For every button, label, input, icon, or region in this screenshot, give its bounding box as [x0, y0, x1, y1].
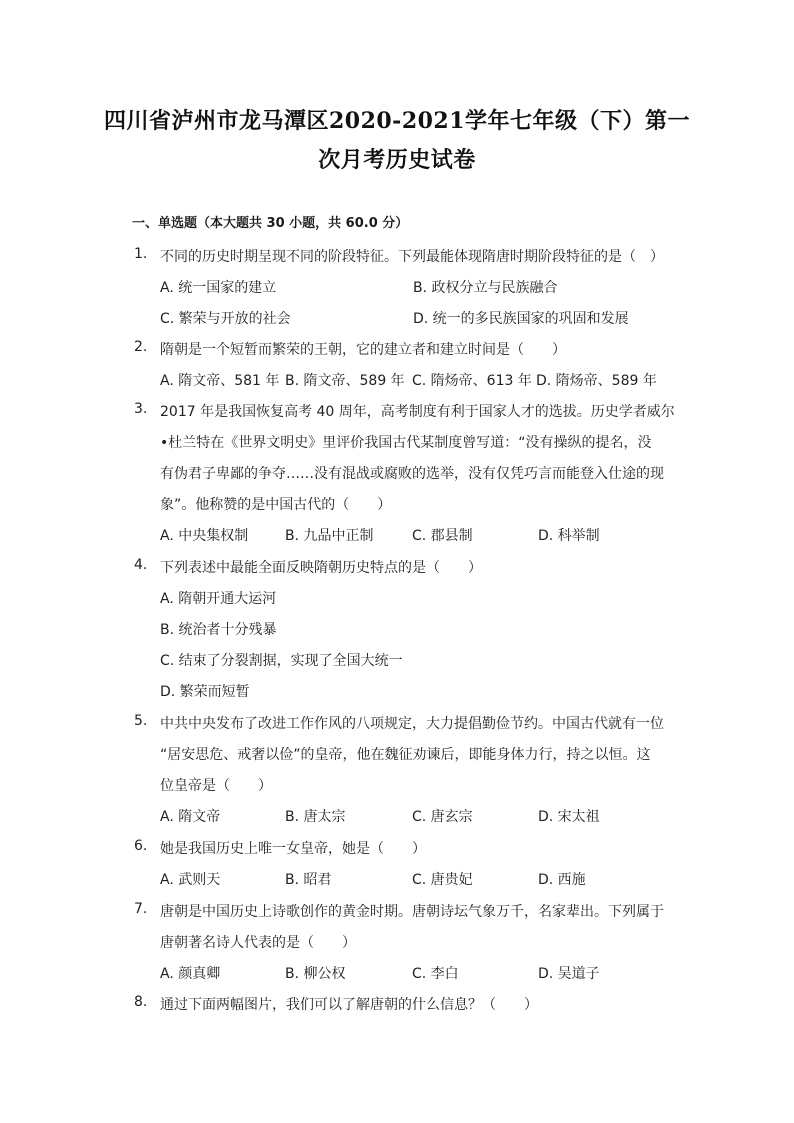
question-7-option-c[interactable]: C. 李白 [412, 966, 459, 982]
question-3-option-d[interactable]: D. 科举制 [538, 528, 600, 544]
question-2-text: 隋朝是一个短暂而繁荣的王朝，它的建立者和建立时间是（ ） [160, 342, 566, 358]
question-4-text: 下列表述中最能全面反映隋朝历史特点的是（ ） [160, 560, 482, 576]
question-7-option-b[interactable]: B. 柳公权 [285, 966, 346, 982]
question-3-option-b[interactable]: B. 九品中正制 [285, 528, 374, 544]
exam-title-line-1: 四川省泸州市龙马潭区2020-2021学年七年级（下）第一 [103, 108, 691, 134]
question-2-option-a[interactable]: A. 隋文帝、581 年 [160, 373, 280, 389]
question-1-option-a[interactable]: A. 统一国家的建立 [160, 280, 277, 296]
question-8-text: 通过下面两幅图片，我们可以了解唐朝的什么信息？（ ） [160, 997, 538, 1013]
exam-title-line-2: 次月考历史试卷 [318, 147, 476, 173]
question-7-option-a[interactable]: A. 颜真卿 [160, 966, 221, 982]
question-1-number: 1. [134, 246, 148, 262]
question-6-text: 她是我国历史上唯一女皇帝，她是（ ） [160, 841, 426, 857]
question-3-option-a[interactable]: A. 中央集权制 [160, 528, 249, 544]
question-5-text-line-2: “居安思危、戒奢以俭”的皇帝，他在魏征劝谏后，即能身体力行，持之以恒。这 [160, 747, 651, 763]
question-4-number: 4. [134, 557, 148, 573]
question-7-text-line-2: 唐朝著名诗人代表的是（ ） [160, 935, 356, 951]
question-2-option-d[interactable]: D. 隋炀帝、589 年 [536, 373, 657, 389]
question-7-number: 7. [134, 901, 148, 917]
question-6-option-a[interactable]: A. 武则天 [160, 872, 221, 888]
question-3-option-c[interactable]: C. 郡县制 [412, 528, 473, 544]
question-4-option-d[interactable]: D. 繁荣而短暂 [160, 684, 250, 700]
question-5-text-line-3: 位皇帝是（ ） [160, 778, 272, 794]
question-2-option-c[interactable]: C. 隋炀帝、613 年 [412, 373, 532, 389]
question-3-text-line-1: 2017 年是我国恢复高考 40 周年，高考制度有利于国家人才的选拔。历史学者威尔 [160, 404, 675, 420]
question-5-text-line-1: 中共中央发布了改进工作作风的八项规定，大力提倡勤俭节约。中国古代就有一位 [160, 716, 664, 732]
question-8-number: 8. [134, 994, 148, 1010]
question-5-option-a[interactable]: A. 隋文帝 [160, 809, 221, 825]
question-3-number: 3. [134, 401, 148, 417]
question-3-text-line-4: 象”。他称赞的是中国古代的（ ） [160, 497, 392, 513]
question-1-text: 不同的历史时期呈现不同的阶段特征。下列最能体现隋唐时期阶段特征的是（ ） [160, 249, 664, 265]
question-6-number: 6. [134, 838, 148, 854]
question-1-option-c[interactable]: C. 繁荣与开放的社会 [160, 311, 291, 327]
question-2-number: 2. [134, 339, 148, 355]
question-6-option-b[interactable]: B. 昭君 [285, 872, 332, 888]
question-2-option-b[interactable]: B. 隋文帝、589 年 [285, 373, 405, 389]
question-4-option-a[interactable]: A. 隋朝开通大运河 [160, 591, 277, 607]
question-6-option-d[interactable]: D. 西施 [538, 872, 586, 888]
question-4-option-b[interactable]: B. 统治者十分残暴 [160, 622, 277, 638]
question-3-text-line-2: •杜兰特在《世界文明史》里评价我国古代某制度曾写道：“没有操纵的提名，没 [160, 435, 652, 451]
question-5-option-b[interactable]: B. 唐太宗 [285, 809, 346, 825]
question-4-option-c[interactable]: C. 结束了分裂割据，实现了全国大统一 [160, 653, 403, 669]
question-6-option-c[interactable]: C. 唐贵妃 [412, 872, 473, 888]
question-5-number: 5. [134, 713, 148, 729]
question-5-option-d[interactable]: D. 宋太祖 [538, 809, 600, 825]
question-7-text-line-1: 唐朝是中国历史上诗歌创作的黄金时期。唐朝诗坛气象万千，名家辈出。下列属于 [160, 904, 664, 920]
question-1-option-d[interactable]: D. 统一的多民族国家的巩固和发展 [413, 311, 629, 327]
question-7-option-d[interactable]: D. 吴道子 [538, 966, 600, 982]
question-3-text-line-3: 有伪君子卑鄙的争夺……没有混战或腐败的选举，没有仅凭巧言而能登入仕途的现 [160, 466, 664, 482]
section-heading: 一、单选题（本大题共 30 小题，共 60.0 分） [132, 216, 409, 231]
question-5-option-c[interactable]: C. 唐玄宗 [412, 809, 473, 825]
question-1-option-b[interactable]: B. 政权分立与民族融合 [413, 280, 558, 296]
